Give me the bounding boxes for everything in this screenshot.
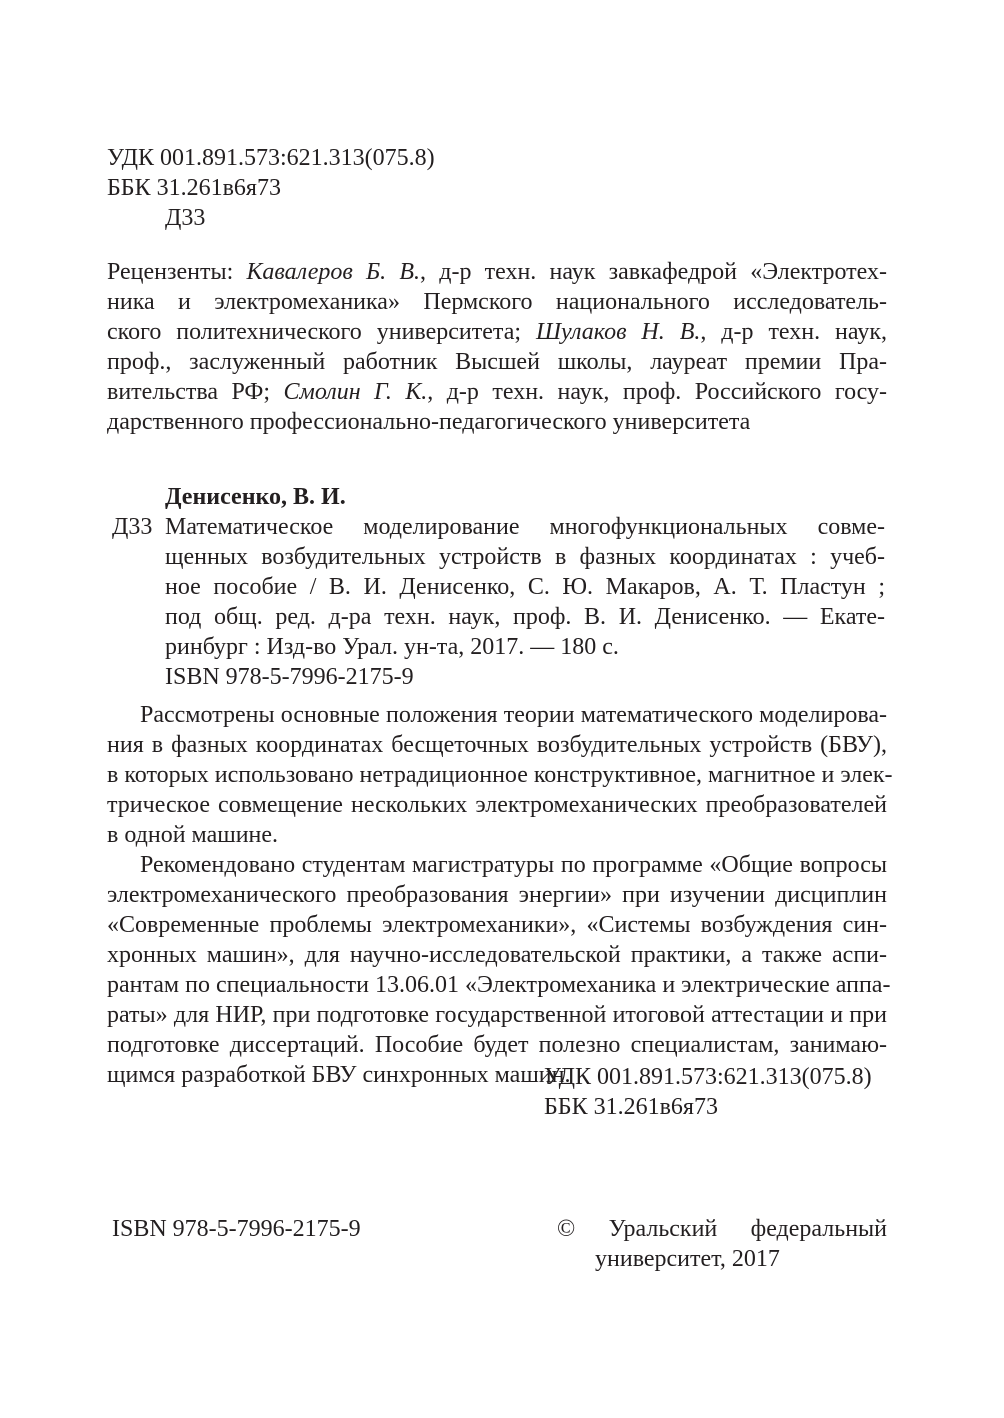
bibliography-author-mark: Д33 [112,514,153,540]
reviewers-text: проф., заслуженный работник Высшей школы, лауреат премии Пра- [107,349,887,375]
abstract-paragraph-2-line: хронных машин», для научно-исследовательской практики, а также аспи- [107,942,887,968]
reviewers-text: ника и электромеханика» Пермского национального исследователь- [107,289,887,315]
abstract-paragraph-2-line: подготовке диссертаций. Пособие будет полезно специалистам, занимаю- [107,1032,887,1058]
reviewers-text: вительства РФ; [107,379,284,405]
reviewers-block [107,257,887,437]
bibliography-line: ное пособие / В. И. Денисенко, С. Ю. Макаров, А. Т. Пластун ; [165,574,885,600]
reviewers-text: , д-р техн. наук завкафедрой «Электротех- [420,259,887,285]
bbk-code-bottom: ББК 31.261в6я73 [544,1094,718,1120]
reviewer-name: Кавалеров Б. В. [246,259,421,285]
udk-code-bottom: УДК 001.891.573:621.313(075.8) [544,1064,872,1090]
reviewer-name: Шулаков Н. В. [535,319,701,345]
copyright-line-2: университет, 2017 [595,1246,780,1272]
reviewers-line [107,287,887,317]
reviewers-line [107,347,887,377]
reviewers-text: Рецензенты: [107,259,247,285]
reviewer-name: Смолин Г. К. [283,379,428,405]
abstract-paragraph-1-line: трическое совмещение нескольких электромеханических преобразователей [107,792,887,818]
abstract-paragraph-2-line: электромеханического преобразования энергии» при изучении дисциплин [107,882,887,908]
reviewers-text: дарственного профессионально-педагогического университета [107,409,751,435]
reviewers-line [107,407,887,437]
udk-code: УДК 001.891.573:621.313(075.8) [107,145,435,171]
reviewers-line [107,257,887,287]
bibliography-line: Математическое моделирование многофункциональных совме- [165,514,885,540]
copyright-block [557,1214,887,1274]
abstract-paragraph-2-line: рантам по специальности 13.06.01 «Электромеханика и электрические аппа- [107,972,891,998]
reviewers-text: , д-р техн. наук, [700,319,887,345]
abstract-paragraph-1-line: в одной машине. [107,822,279,848]
author-mark-code: Д33 [165,205,206,231]
reviewers-line [107,377,887,407]
abstract-paragraph-1-line: Рассмотрены основные положения теории математического моделирова- [140,702,887,728]
reviewers-text: , д-р техн. наук, проф. Российского госу- [427,379,887,405]
abstract-block [107,700,893,1090]
author-name: Денисенко, В. И. [165,484,346,510]
abstract-paragraph-2-line: щимся разработкой БВУ синхронных машин. [107,1062,571,1088]
bibliographic-description [165,512,885,692]
abstract-paragraph-2-line: Рекомендовано студентам магистратуры по программе «Общие вопросы [140,852,887,878]
copyright-line-1: © Уральский федеральный [557,1216,887,1242]
bibliography-line: ринбург : Изд-во Урал. ун-та, 2017. — 180 с. [165,634,619,660]
abstract-paragraph-2-line: «Современные проблемы электромеханики», «Системы возбуждения син- [107,912,887,938]
bibliography-line: щенных возбудительных устройств в фазных координатах : учеб- [165,544,885,570]
abstract-paragraph-1-line: в которых использовано нетрадиционное конструктивное, магнитное и элек- [107,762,893,788]
abstract-paragraph-1-line: ния в фазных координатах бесщеточных возбудительных устройств (БВУ), [107,732,887,758]
abstract-paragraph-2-line: раты» для НИР, при подготовке государственной итоговой аттестации и при [107,1002,887,1028]
bibliography-isbn: ISBN 978-5-7996-2175-9 [165,664,414,690]
isbn-footer: ISBN 978-5-7996-2175-9 [112,1216,361,1242]
reviewers-text: ского политехнического университета; [107,319,536,345]
bibliography-line: под общ. ред. д-ра техн. наук, проф. В. И. Денисенко. — Екате- [165,604,885,630]
bbk-code: ББК 31.261в6я73 [107,175,281,201]
reviewers-line [107,317,887,347]
